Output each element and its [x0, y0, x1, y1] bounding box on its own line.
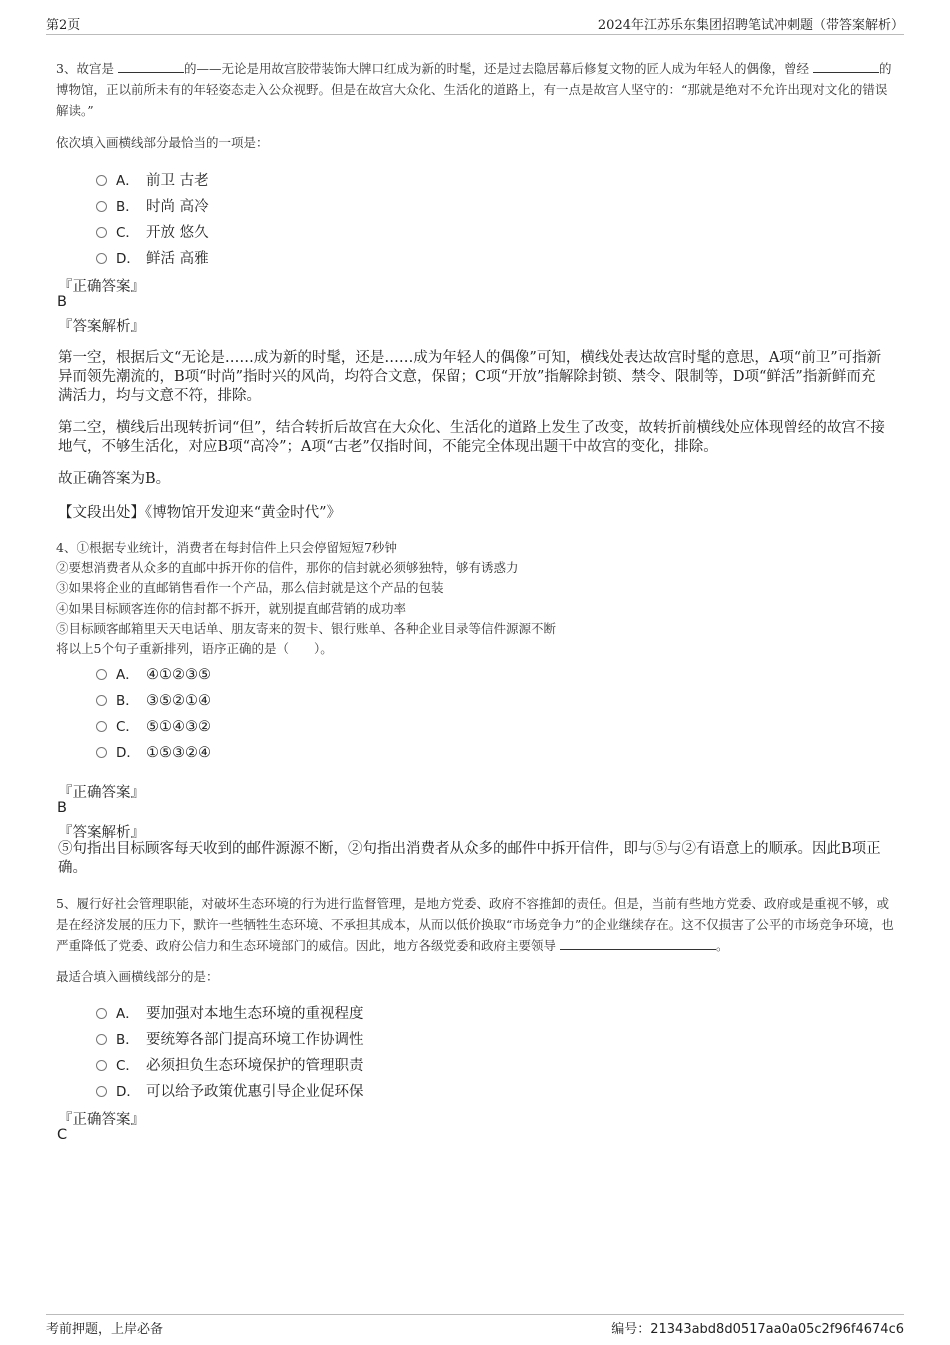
q3-option-d[interactable]: D． 鲜活 高雅 [96, 247, 209, 268]
q4-analysis: ⑤句指出目标顾客每天收到的邮件源源不断，②句指出消费者从众多的邮件中拆开信件，即与⑤与②有语意上的顺承。因此B项正确。 [58, 841, 881, 876]
radio-icon[interactable] [96, 1086, 107, 1097]
question-5-prompt: 最适合填入画横线部分的是： [56, 969, 219, 984]
radio-icon[interactable] [96, 695, 107, 706]
radio-icon[interactable] [96, 721, 107, 732]
q4-answer: B [57, 800, 67, 816]
blank-3 [560, 935, 716, 950]
radio-icon[interactable] [96, 1060, 107, 1071]
q5-option-a[interactable]: A． 要加强对本地生态环境的重视程度 [96, 1002, 364, 1023]
radio-icon[interactable] [96, 747, 107, 758]
footer-slogan: 考前押题，上岸必备 [46, 1322, 164, 1337]
q5-answer-label: 『正确答案』 [58, 1112, 145, 1128]
q3-option-b[interactable]: B． 时尚 高冷 [96, 195, 209, 216]
q5-option-b[interactable]: B． 要统筹各部门提高环境工作协调性 [96, 1028, 364, 1049]
page-number: 第2页 [46, 18, 81, 33]
q4-option-c[interactable]: C． ⑤①④③② [96, 715, 211, 735]
q4-answer-label: 『正确答案』 [58, 785, 145, 801]
q4-analysis-label: 『答案解析』 [58, 825, 145, 841]
radio-icon[interactable] [96, 1034, 107, 1045]
q4-option-b[interactable]: B． ③⑤②①④ [96, 689, 211, 709]
radio-icon[interactable] [96, 201, 107, 212]
q3-answer: B [57, 294, 67, 310]
blank-1 [118, 58, 184, 73]
q5-option-c[interactable]: C． 必须担负生态环境保护的管理职责 [96, 1054, 364, 1075]
radio-icon[interactable] [96, 1008, 107, 1019]
q3-analysis-label: 『答案解析』 [58, 319, 145, 335]
q4-option-a[interactable]: A． ④①②③⑤ [96, 663, 211, 683]
radio-icon[interactable] [96, 175, 107, 186]
q4-option-d[interactable]: D． ①⑤③②④ [96, 741, 211, 761]
q3-analysis-1: 第一空，根据后文“无论是……成为新的时髦，还是……成为年轻人的偶像”可知，横线处表达故宫时髦的意思，A项“前卫”可指新异而领先潮流的，B项“时尚”指时兴的风尚，均符合文意，保留；C项“开放”指解除封锁、禁令、限制等，D项“鲜活”指新鲜而充满活力，均与文意不符，排除。 [58, 350, 882, 404]
q3-option-a[interactable]: A． 前卫 古老 [96, 169, 209, 190]
radio-icon[interactable] [96, 669, 107, 680]
document-title: 2024年江苏乐东集团招聘笔试冲刺题（带答案解析） [597, 18, 904, 33]
q3-source: 【文段出处】《博物馆开发迎来“黄金时代”》 [58, 505, 342, 521]
question-3-stem: 3、故宫是 的——无论是用故宫胶带装饰大牌口红成为新的时髦，还是过去隐居幕后修复文物的匠人成为年轻人的偶像，曾经 的博物馆，正以前所未有的年轻姿态走入公众视野。但是在故宫大众化、生活化的道路上，有一点是故宫人坚守的：“那就是绝对不允许出现对文化的错误解读。” [56, 58, 898, 121]
page-footer [46, 1314, 904, 1337]
radio-icon[interactable] [96, 253, 107, 264]
blank-2 [813, 58, 879, 73]
radio-icon[interactable] [96, 227, 107, 238]
page-header [46, 12, 904, 35]
question-5-stem: 5、履行好社会管理职能，对破坏生态环境的行为进行监督管理，是地方党委、政府不容推卸的责任。但是，当前有些地方党委、政府或是重视不够，或是在经济发展的压力下，默许一些牺牲生态环境、不承担其成本，从而以低价换取“市场竞争力”的企业继续存在。这不仅损害了公平的市场竞争环境，也严重降低了党委、政府公信力和生态环境部门的威信。因此，地方各级党委和政府主要领导 。 [56, 896, 894, 953]
question-3-prompt: 依次填入画横线部分最恰当的一项是： [56, 135, 269, 150]
q3-analysis-3: 故正确答案为B。 [58, 471, 171, 487]
q5-option-d[interactable]: D． 可以给予政策优惠引导企业促环保 [96, 1080, 364, 1101]
q3-answer-label: 『正确答案』 [58, 279, 145, 295]
q5-answer: C [57, 1127, 68, 1143]
q3-analysis-2: 第二空，横线后出现转折词“但”，结合转折后故宫在大众化、生活化的道路上发生了改变，故转折前横线处应体现曾经的故宫不接地气，不够生活化，对应B项“高冷”；A项“古老”仅指时间，不能完全体现出题干中故宫的变化，排除。 [58, 420, 885, 455]
q3-option-c[interactable]: C． 开放 悠久 [96, 221, 209, 242]
question-4-stem: 4、①根据专业统计，消费者在每封信件上只会停留短短7秒钟 ②要想消费者从众多的直邮中拆开你的信件，那你的信封就必须够独特，够有诱惑力 ③如果将企业的直邮销售看作一个产品，那么信封就是这个产品的包装 ④如果目标顾客连你的信封都不拆开，就别提直邮营销的成功率 ⑤目标顾客邮箱里天天电话单、朋友寄来的贺卡、银行账单、各种企业目录等信件源源不断 将以上5个句子重新排列，语序正确的是（ ）。 [56, 540, 557, 657]
document-code: 编号：21343abd8d0517aa0a05c2f96f4674c6 [611, 1322, 904, 1337]
